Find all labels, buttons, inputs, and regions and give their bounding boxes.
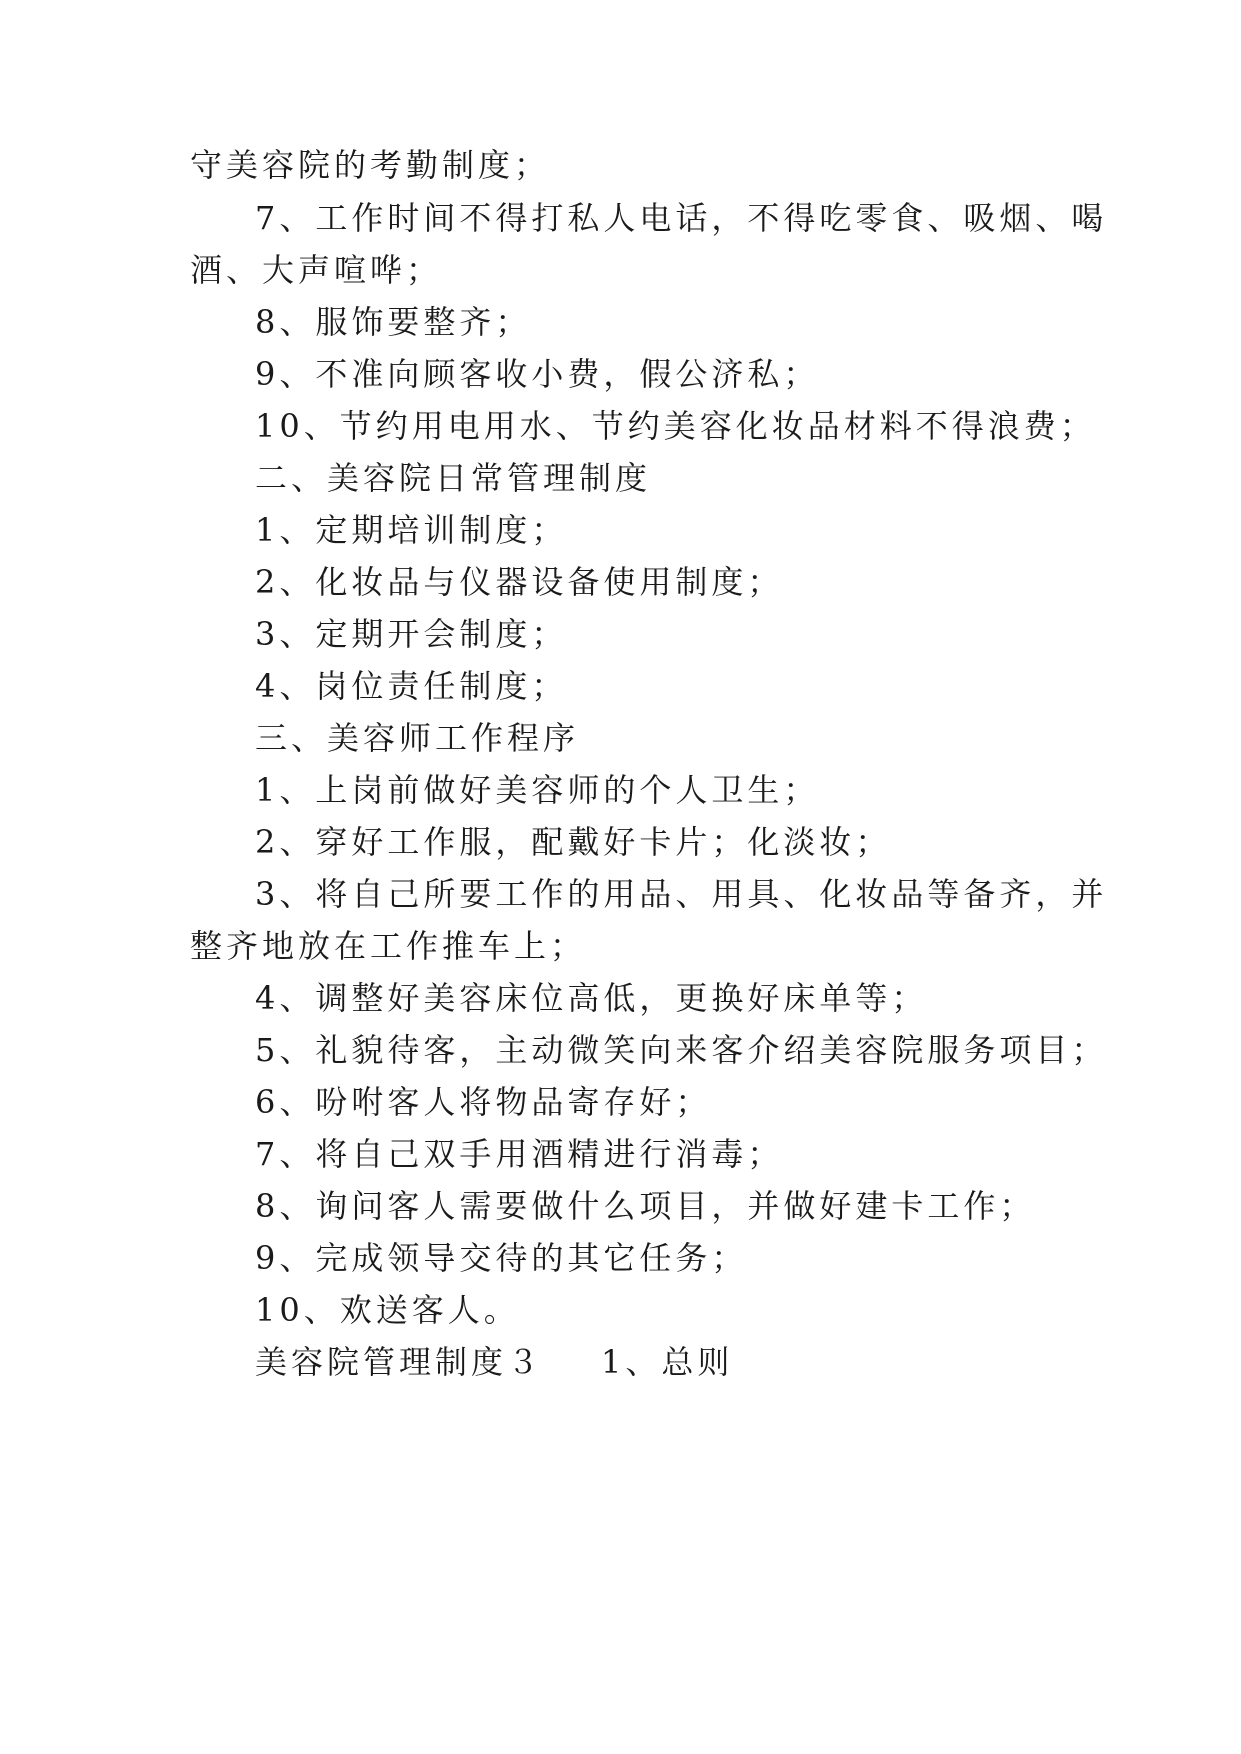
text-line: 酒、大声喧哗； [190,251,443,289]
text-line: 守美容院的考勤制度； [190,146,551,184]
text-line: 3、定期开会制度； [255,615,568,653]
text-line: 9、完成领导交待的其它任务； [255,1239,748,1277]
text-line: 6、吩咐客人将物品寄存好； [255,1083,712,1121]
text-line: 9、不准向顾客收小费，假公济私； [255,355,820,393]
text-line: 4、岗位责任制度； [255,667,568,705]
section-heading: 二、美容院日常管理制度 [255,459,652,497]
document-title-line [255,1342,733,1382]
text-line: 3、将自己所要工作的用品、用具、化妆品等备齐，并 [255,875,1108,913]
text-line: 8、询问客人需要做什么项目，并做好建卡工作； [255,1187,1036,1225]
text-line: 整齐地放在工作推车上； [190,927,587,965]
document-title: 美容院管理制度３ [255,1343,544,1381]
text-line: 7、将自己双手用酒精进行消毒； [255,1135,784,1173]
text-line: 4、调整好美容床位高低，更换好床单等； [255,979,928,1017]
text-line: 1、定期培训制度； [255,511,568,549]
text-line: 7、工作时间不得打私人电话，不得吃零食、吸烟、喝 [255,199,1108,237]
text-line: 8、服饰要整齐； [255,303,532,341]
text-line: 5、礼貌待客，主动微笑向来客介绍美容院服务项目； [255,1031,1108,1069]
section-heading: 1、总则 [601,1343,734,1381]
text-line: 10、节约用电用水、节约美容化妆品材料不得浪费； [255,407,1096,445]
text-line: 1、上岗前做好美容师的个人卫生； [255,771,820,809]
text-line: 2、穿好工作服，配戴好卡片；化淡妆； [255,823,892,861]
text-line: 2、化妆品与仪器设备使用制度； [255,563,784,601]
section-heading: 三、美容师工作程序 [255,719,580,757]
text-line: 10、欢送客人。 [255,1291,520,1329]
